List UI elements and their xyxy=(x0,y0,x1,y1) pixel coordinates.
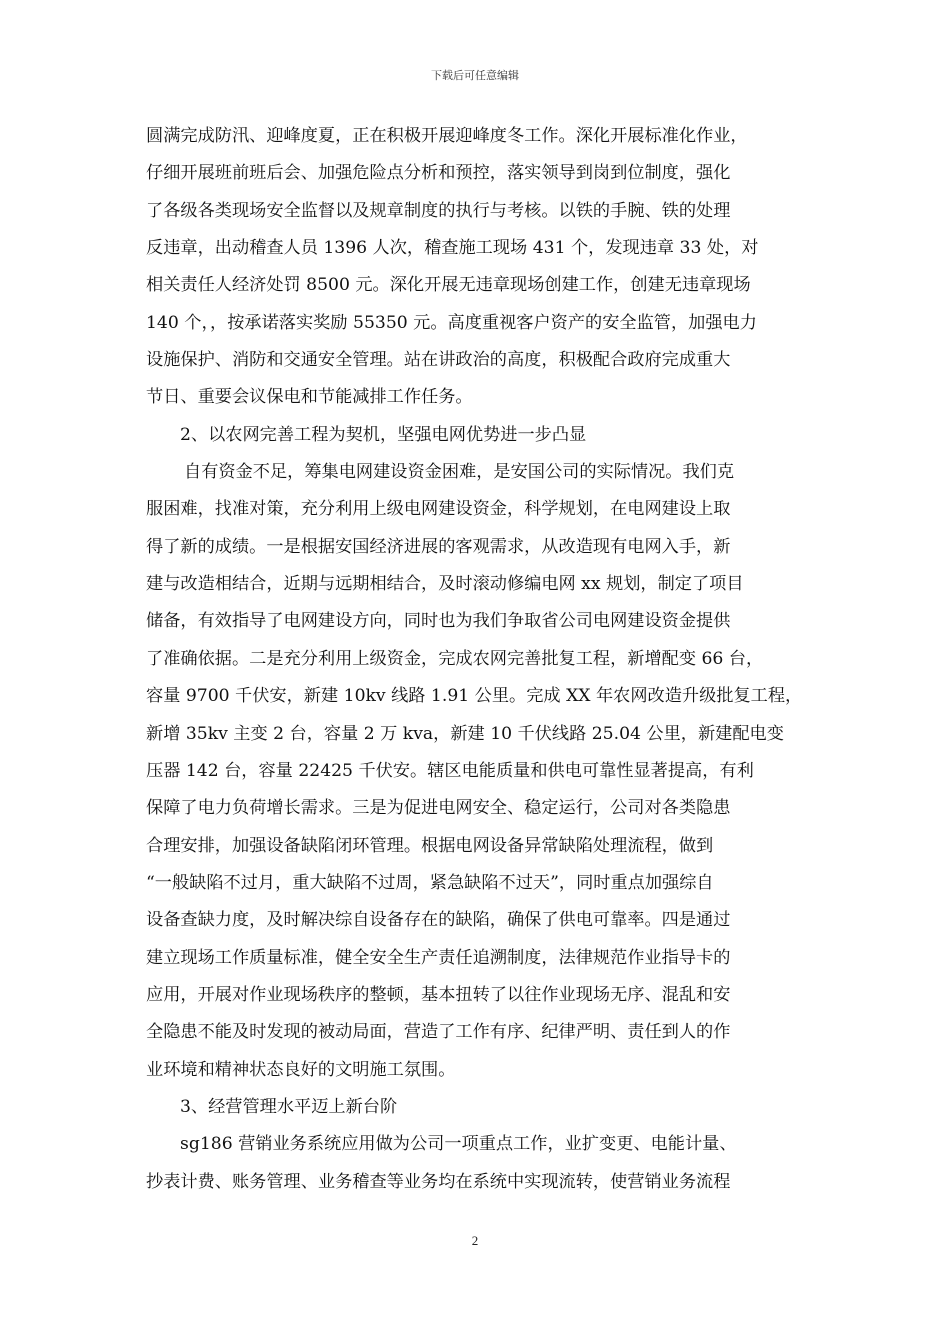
text-line: 建立现场工作质量标准，健全安全生产责任追溯制度，法律规范作业指导卡的 xyxy=(146,947,731,968)
section-heading: 2、以农网完善工程为契机，坚强电网优势进一步凸显 xyxy=(180,424,587,445)
page-number: 2 xyxy=(471,1233,479,1248)
text-line: 反违章，出动稽查人员 1396 人次，稽查施工现场 431 个，发现违章 33 处，对 xyxy=(146,238,759,259)
text-line: “一般缺陷不过月，重大缺陷不过周，紧急缺陷不过天”，同时重点加强综自 xyxy=(146,872,714,893)
text-line: 节日、重要会议保电和节能减排工作任务。 xyxy=(146,387,473,408)
text-line: 了各级各类现场安全监督以及规章制度的执行与考核。以铁的手腕、铁的处理 xyxy=(146,200,731,221)
text-line: 合理安排，加强设备缺陷闭环管理。根据电网设备异常缺陷处理流程，做到 xyxy=(146,835,714,856)
text-line: 业环境和精神状态良好的文明施工氛围。 xyxy=(146,1059,456,1080)
text-line: 相关责任人经济处罚 8500 元。深化开展无违章现场创建工作，创建无违章现场 xyxy=(146,275,751,296)
text-line: 设施保护、消防和交通安全管理。站在讲政治的高度，积极配合政府完成重大 xyxy=(146,350,731,371)
text-line: 应用，开展对作业现场秩序的整顿，基本扭转了以往作业现场无序、混乱和安 xyxy=(146,984,731,1005)
section-heading: 3、经营管理水平迈上新台阶 xyxy=(180,1096,398,1117)
page-header: 下载后可任意编辑 xyxy=(431,69,519,82)
text-line: 新增 35kv 主变 2 台，容量 2 万 kva，新建 10 千伏线路 25.04 公里，新建配电变 xyxy=(146,723,784,744)
text-line: 圆满完成防汛、迎峰度夏，正在积极开展迎峰度冬工作。深化开展标准化作业， xyxy=(146,126,748,146)
text-line: 容量 9700 千伏安，新建 10kv 线路 1.91 公里。完成 XX 年农网改造升级批复工程， xyxy=(146,686,803,707)
text-line: 自有资金不足，筹集电网建设资金困难，是安国公司的实际情况。我们克 xyxy=(184,462,735,483)
text-line: 抄表计费、账务管理、业务稽查等业务均在系统中实现流转，使营销业务流程 xyxy=(146,1171,731,1192)
text-line: 服困难，找准对策，充分利用上级电网建设资金，科学规划，在电网建设上取 xyxy=(146,499,731,520)
text-line: 仔细开展班前班后会、加强危险点分析和预控，落实领导到岗到位制度，强化 xyxy=(146,163,731,184)
text-line: 得了新的成绩。一是根据安国经济进展的客观需求，从改造现有电网入手，新 xyxy=(146,536,731,557)
text-line: 全隐患不能及时发现的被动局面，营造了工作有序、纪律严明、责任到人的作 xyxy=(146,1022,731,1043)
text-line: 建与改造相结合，近期与远期相结合，及时滚动修编电网 xx 规划，制定了项目 xyxy=(146,574,744,595)
text-line: 设备查缺力度，及时解决综自设备存在的缺陷，确保了供电可靠率。四是通过 xyxy=(146,910,731,931)
text-line: 储备，有效指导了电网建设方向，同时也为我们争取省公司电网建设资金提供 xyxy=(146,611,731,632)
text-line: 140 个，，按承诺落实奖励 55350 元。高度重视客户资产的安全监管，加强电力 xyxy=(146,312,757,333)
text-line: 保障了电力负荷增长需求。三是为促进电网安全、稳定运行，公司对各类隐患 xyxy=(146,798,731,819)
text-line: 压器 142 台，容量 22425 千伏安。辖区电能质量和供电可靠性显著提高，有利 xyxy=(146,760,754,781)
text-line: 了准确依据。二是充分利用上级资金，完成农网完善批复工程，新增配变 66 台， xyxy=(146,648,764,669)
text-line: sg186 营销业务系统应用做为公司一项重点工作，业扩变更、电能计量、 xyxy=(180,1134,737,1155)
body-text xyxy=(146,118,808,1201)
